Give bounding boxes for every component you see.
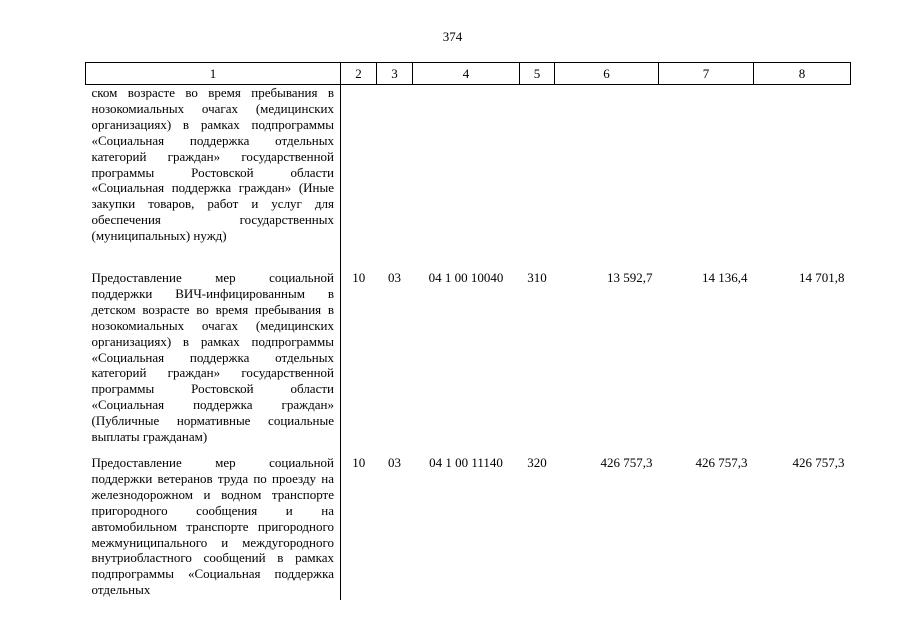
column-header: 7 bbox=[659, 63, 754, 85]
column-header: 2 bbox=[341, 63, 377, 85]
table-header-row bbox=[86, 63, 851, 85]
cell-expense-type bbox=[520, 85, 555, 262]
cell-subsection: 03 bbox=[388, 270, 401, 285]
cell-year1-amount bbox=[555, 85, 659, 262]
column-header: 3 bbox=[377, 63, 413, 85]
column-header: 5 bbox=[520, 63, 555, 85]
cell-year2-amount: 14 136,4 bbox=[702, 270, 748, 285]
cell-year1-amount: 426 757,3 bbox=[600, 455, 653, 470]
cell-section: 10 bbox=[352, 270, 366, 285]
cell-year3-amount: 426 757,3 bbox=[792, 455, 845, 470]
page-number: 374 bbox=[442, 29, 463, 44]
row-description: ском возрасте во время пребывания в нозокомиальных очагах (медицинских организациях) в рамках подпрограммы «Социальная поддержка отдельных категорий граждан» государственной программы Ростовской области «Социальная поддержка граждан» (Иные закупки товаров, работ и услуг для обеспечения государственных (муниципальных) нужд) bbox=[86, 85, 341, 262]
table-row bbox=[86, 261, 851, 446]
table-row bbox=[86, 446, 851, 600]
column-header: 8 bbox=[754, 63, 851, 85]
cell-subsection bbox=[377, 85, 413, 262]
cell-year1-amount: 13 592,7 bbox=[607, 270, 653, 285]
cell-target-article: 04 1 00 10040 bbox=[428, 270, 504, 285]
cell-year2-amount: 426 757,3 bbox=[695, 455, 748, 470]
cell-target-article: 04 1 00 11140 bbox=[429, 455, 503, 470]
cell-expense-type: 310 bbox=[527, 270, 547, 285]
cell-expense-type: 320 bbox=[527, 455, 547, 470]
column-header: 1 bbox=[86, 63, 341, 85]
cell-year3-amount: 14 701,8 bbox=[799, 270, 845, 285]
row-description: Предоставление мер социальной поддержки ветеранов труда по проезду на железнодорожном и водном транспорте пригородного сообщения и на автомобильном транспорте пригородного межмуниципального и междугородного внутриобластного сообщений в рамках подпрограммы «Социальная поддержка отдельных bbox=[86, 446, 341, 600]
column-header: 6 bbox=[555, 63, 659, 85]
cell-year3-amount bbox=[754, 85, 851, 262]
column-header: 4 bbox=[413, 63, 520, 85]
cell-subsection: 03 bbox=[388, 455, 401, 470]
cell-year2-amount bbox=[659, 85, 754, 262]
budget-table bbox=[85, 62, 851, 600]
row-description: Предоставление мер социальной поддержки ВИЧ-инфицированным в детском возрасте во время пребывания в нозокомиальных очагах (медицинских организациях) в рамках подпрограммы «Социальная поддержка отдельных категорий граждан» государственной программы Ростовской области «Социальная поддержка граждан» (Публичные нормативные социальные выплаты гражданам) bbox=[86, 261, 341, 446]
cell-section: 10 bbox=[352, 455, 366, 470]
cell-target-article bbox=[413, 85, 520, 262]
table-row bbox=[86, 85, 851, 262]
cell-section bbox=[341, 85, 377, 262]
